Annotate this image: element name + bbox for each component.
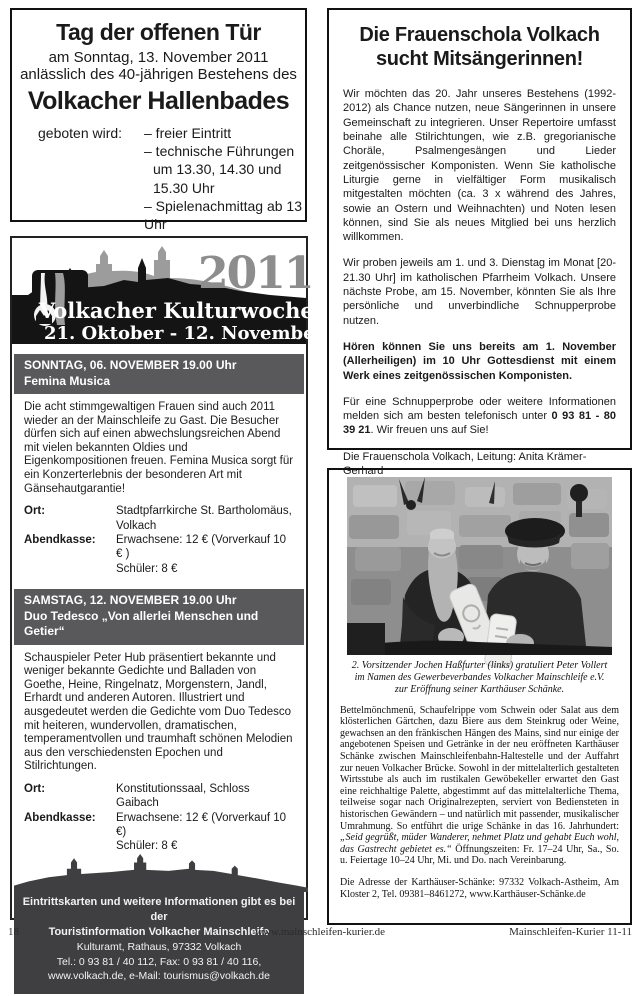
event-date-line: SONNTAG, 06. NOVEMBER 19.00 Uhr [24, 358, 237, 372]
offer-item: um 13.30, 14.30 und 15.30 Uhr [153, 161, 282, 196]
offer-item: – Spielenachmittag ab 13 Uhr [144, 197, 302, 232]
ort-line: Stadtpfarrkirche St. Bartholomäus, [116, 505, 292, 518]
abendkasse-value [116, 533, 294, 576]
body-text: Bettelmönchmenü, Schaufelrippe vom Schwein oder Salat aus dem klösterlichen Gärtchen, dazu Biere aus dem Steinkrug oder Weine, gewachsen an den fränkischen Hängen des Mains, sind nur einige der angebotenen Speisen und Getränke in der neu eröffneten Karthäuser Schänke zwischen Mainschleifenbahn-Haltestelle und der Auffahrt zur neuen Volkacher Brücke. Sowohl in der mittelalterlich gestalteten Wirtsstube als auch im rustikalen Gewöbekeller erwartet den Gast eine reichhaltige Palette, abgestimmt auf das mittelalterliche Thema, teilweise sogar nach Originalrezepten, serviert von Bediensteten in historischen Gewändern – und natürlich mit passender, musikalischer Umrahmung. So entführt die urige Schänke in das 16. Jahrhundert: [340, 704, 619, 832]
ort-line: Volkach [116, 519, 157, 532]
caption-line: 2. Vorsitzender Jochen Haßfurter (links) gratuliert Peter Vollert [351, 660, 608, 671]
ticket-info-line: Touristinformation Volkacher Mainschleife [48, 926, 270, 939]
event-photo [347, 477, 612, 655]
ticket-info-line: Kulturamt, Rathaus, 97332 Volkach [76, 941, 242, 954]
footer-skyline-graphic [14, 854, 308, 892]
open-day-offers [38, 124, 305, 233]
article-paragraph: Wir proben jeweils am 1. und 3. Dienstag im Monat [20-21.30 Uhr] im katholischen Pfarrheim Volkach. Unsere nächste Probe, am 15. November, könnten Sie als Ihre persönliche und unverbindliche Schnupperprobe nutzen. [343, 257, 616, 327]
frauenschola-article [327, 8, 632, 478]
abendkasse-line: Schüler: 8 € [116, 840, 178, 853]
offer-item: – freier Eintritt [144, 125, 232, 141]
event-date-line: SAMSTAG, 12. NOVEMBER 19.00 Uhr [24, 593, 237, 607]
offer-item: – technische Führungen [144, 143, 295, 160]
article-title-line: Die Frauenschola Volkach [359, 24, 600, 46]
event-header-samstag [14, 589, 304, 645]
open-day-venue: Volkacher Hallenbades [27, 87, 290, 115]
footer-website: www.mainschleifen-kurier.de [254, 926, 386, 938]
open-day-date: am Sonntag, 13. November 2011 [48, 49, 269, 66]
photo-two-men-cellar [347, 477, 612, 655]
ticket-info-line: Eintrittskarten und weitere Informationen gibt es bei der [22, 895, 296, 923]
article-paragraph-bold: Hören können Sie uns bereits am 1. November (Allerheiligen) im 10 Uhr Gottesdienst mit einem Werk eines zeitgenössischen Komponisten. [343, 340, 616, 382]
phone-number: 0 93 81 - 80 39 21 [343, 410, 616, 437]
article-paragraph [343, 395, 616, 438]
open-day-title: Tag der offenen Tür [56, 19, 261, 45]
open-day-occasion: anlässlich des 40-jährigen Bestehens des [20, 66, 297, 83]
footer-issue: Mainschleifen-Kurier 11-11 [509, 926, 632, 938]
article-signature: Die Frauenschola Volkach, Leitung: Anita Krämer-Gerhard [343, 450, 587, 478]
event-description: Schauspieler Peter Hub präsentiert bekannte und weniger bekannte Gedichte und Balladen von Goethe, Heine, Ringelnatz, Morgenstern, Jandl, Erhardt und anderen Autoren. Illustriert und ausgedeutet werden die Gedichte vom Duo Tedesco mit heiteren, wundervollen, dramatischen, temperamentvollen und traumhaft schönen Melodien aus den verschiedensten Epochen und Stilrichtungen. [24, 651, 293, 773]
paragraph-text: Für eine Schnupperprobe oder weitere Informationen melden sich am besten telefonisch unter [343, 395, 616, 423]
caption-line: zur Eröffnung seiner Karthäuser Schänke. [394, 684, 565, 696]
abendkasse-line: Schüler: 8 € [116, 562, 178, 575]
event-name-line: Duo Tedesco „Von allerlei Menschen und Getier“ [24, 608, 259, 639]
ticket-info-line: Tel.: 0 93 81 / 40 112, Fax: 0 93 81 / 40 116, [56, 955, 262, 968]
kulturwochen-title: Volkacher Kulturwochen [38, 298, 330, 323]
event-info [24, 782, 294, 854]
abendkasse-value [116, 811, 294, 854]
body-text: Öffnungszeiten: Fr. 17–24 Uhr, Sa., So. u. Feiertage 10–24 Uhr, Mi. und Do. nach Vereinbarung. [340, 843, 619, 867]
abendkasse-label: Abendkasse: [24, 811, 96, 824]
ort-value [116, 782, 294, 811]
abendkasse-line: Erwachsene: 12 € (Vorverkauf 10 € ) [116, 533, 287, 561]
quote-text: „Seid gegrüßt, müder Wanderer, nehmet Platz und gehabt Euch wohl, das Gastrecht gebietet es.“ [340, 832, 619, 855]
abendkasse-line: Erwachsene: 12 € (Vorverkauf 10 €) [116, 811, 287, 838]
abendkasse-label: Abendkasse: [24, 533, 96, 546]
ort-label: Ort: [24, 505, 46, 518]
event-info [24, 504, 294, 576]
article-title-line: sucht Mitsängerinnen! [375, 47, 584, 70]
event-description: Die acht stimmgewaltigen Frauen sind auch 2011 wieder an der Mainschleife zu Gast. Die Besucher dürfen sich auf einen abwechslungsreichen Abend mit vielen bekannten Oldies und Eigenkompositionen freuen. Femina Musica sorgt für ein Konzerterlebnis der besonderen Art mit Gänsehautgarantie! [24, 401, 294, 495]
kulturwochen-dates: 21. Oktober - 12. November [43, 323, 325, 344]
kulturwochen-header-graphic [12, 238, 330, 344]
page-number: 18 [8, 926, 19, 938]
article-paragraph: Wir möchten das 20. Jahr unseres Bestehens (1992-2012) als Chance nutzen, neue Sängerinnen in unsere Gemeinschaft zu integrieren. Unser Repertoire umfasst beinahe alle Stilrichtungen, wie z.B. gregorianische Choräle, Psalmengesängen und Lieder zeitgenössischer Komponisten. Wenn Sie katholische Liturgie gerne in vielfältiger Form musikalisch mitgestalten möchten (ca. 3 x während des Jahres, sowie an Ostern und Weihnachten) und Noten lesen können, sind Sie als neues Mitglied bei uns herzlich willkommen. [343, 88, 616, 244]
event-name-line: Femina Musica [24, 373, 111, 388]
schaenke-body [340, 705, 619, 867]
ticket-info-line: www.volkach.de, e-Mail: tourismus@volkach.de [48, 970, 270, 983]
ort-label: Ort: [24, 782, 46, 795]
event-header-sonntag [14, 354, 304, 394]
ort-line: Konstitutionssaal, Schloss Gaibach [116, 782, 250, 810]
caption-line: im Namen des Gewerbeverbandes Volkacher Mainschleife e.V. [354, 672, 605, 684]
open-day-announcement [10, 8, 307, 232]
kulturwochen-year: 2011 [198, 248, 313, 299]
paragraph-text: . Wir freuen uns auf Sie! [370, 424, 489, 437]
article-title [343, 24, 616, 71]
ort-value [116, 504, 294, 533]
photo-caption [340, 660, 619, 697]
kulturwochen-footer [12, 854, 306, 996]
schaenke-article [327, 468, 632, 925]
offers-label: geboten wird: [38, 125, 123, 141]
schaenke-address: Die Adresse der Karthäuser-Schänke: 97332 Volkach-Astheim, Am Kloster 2, Tel. 09381–8461272, www.Karthäuser-Schänke.de [340, 876, 619, 900]
ticket-info-box [14, 891, 304, 994]
